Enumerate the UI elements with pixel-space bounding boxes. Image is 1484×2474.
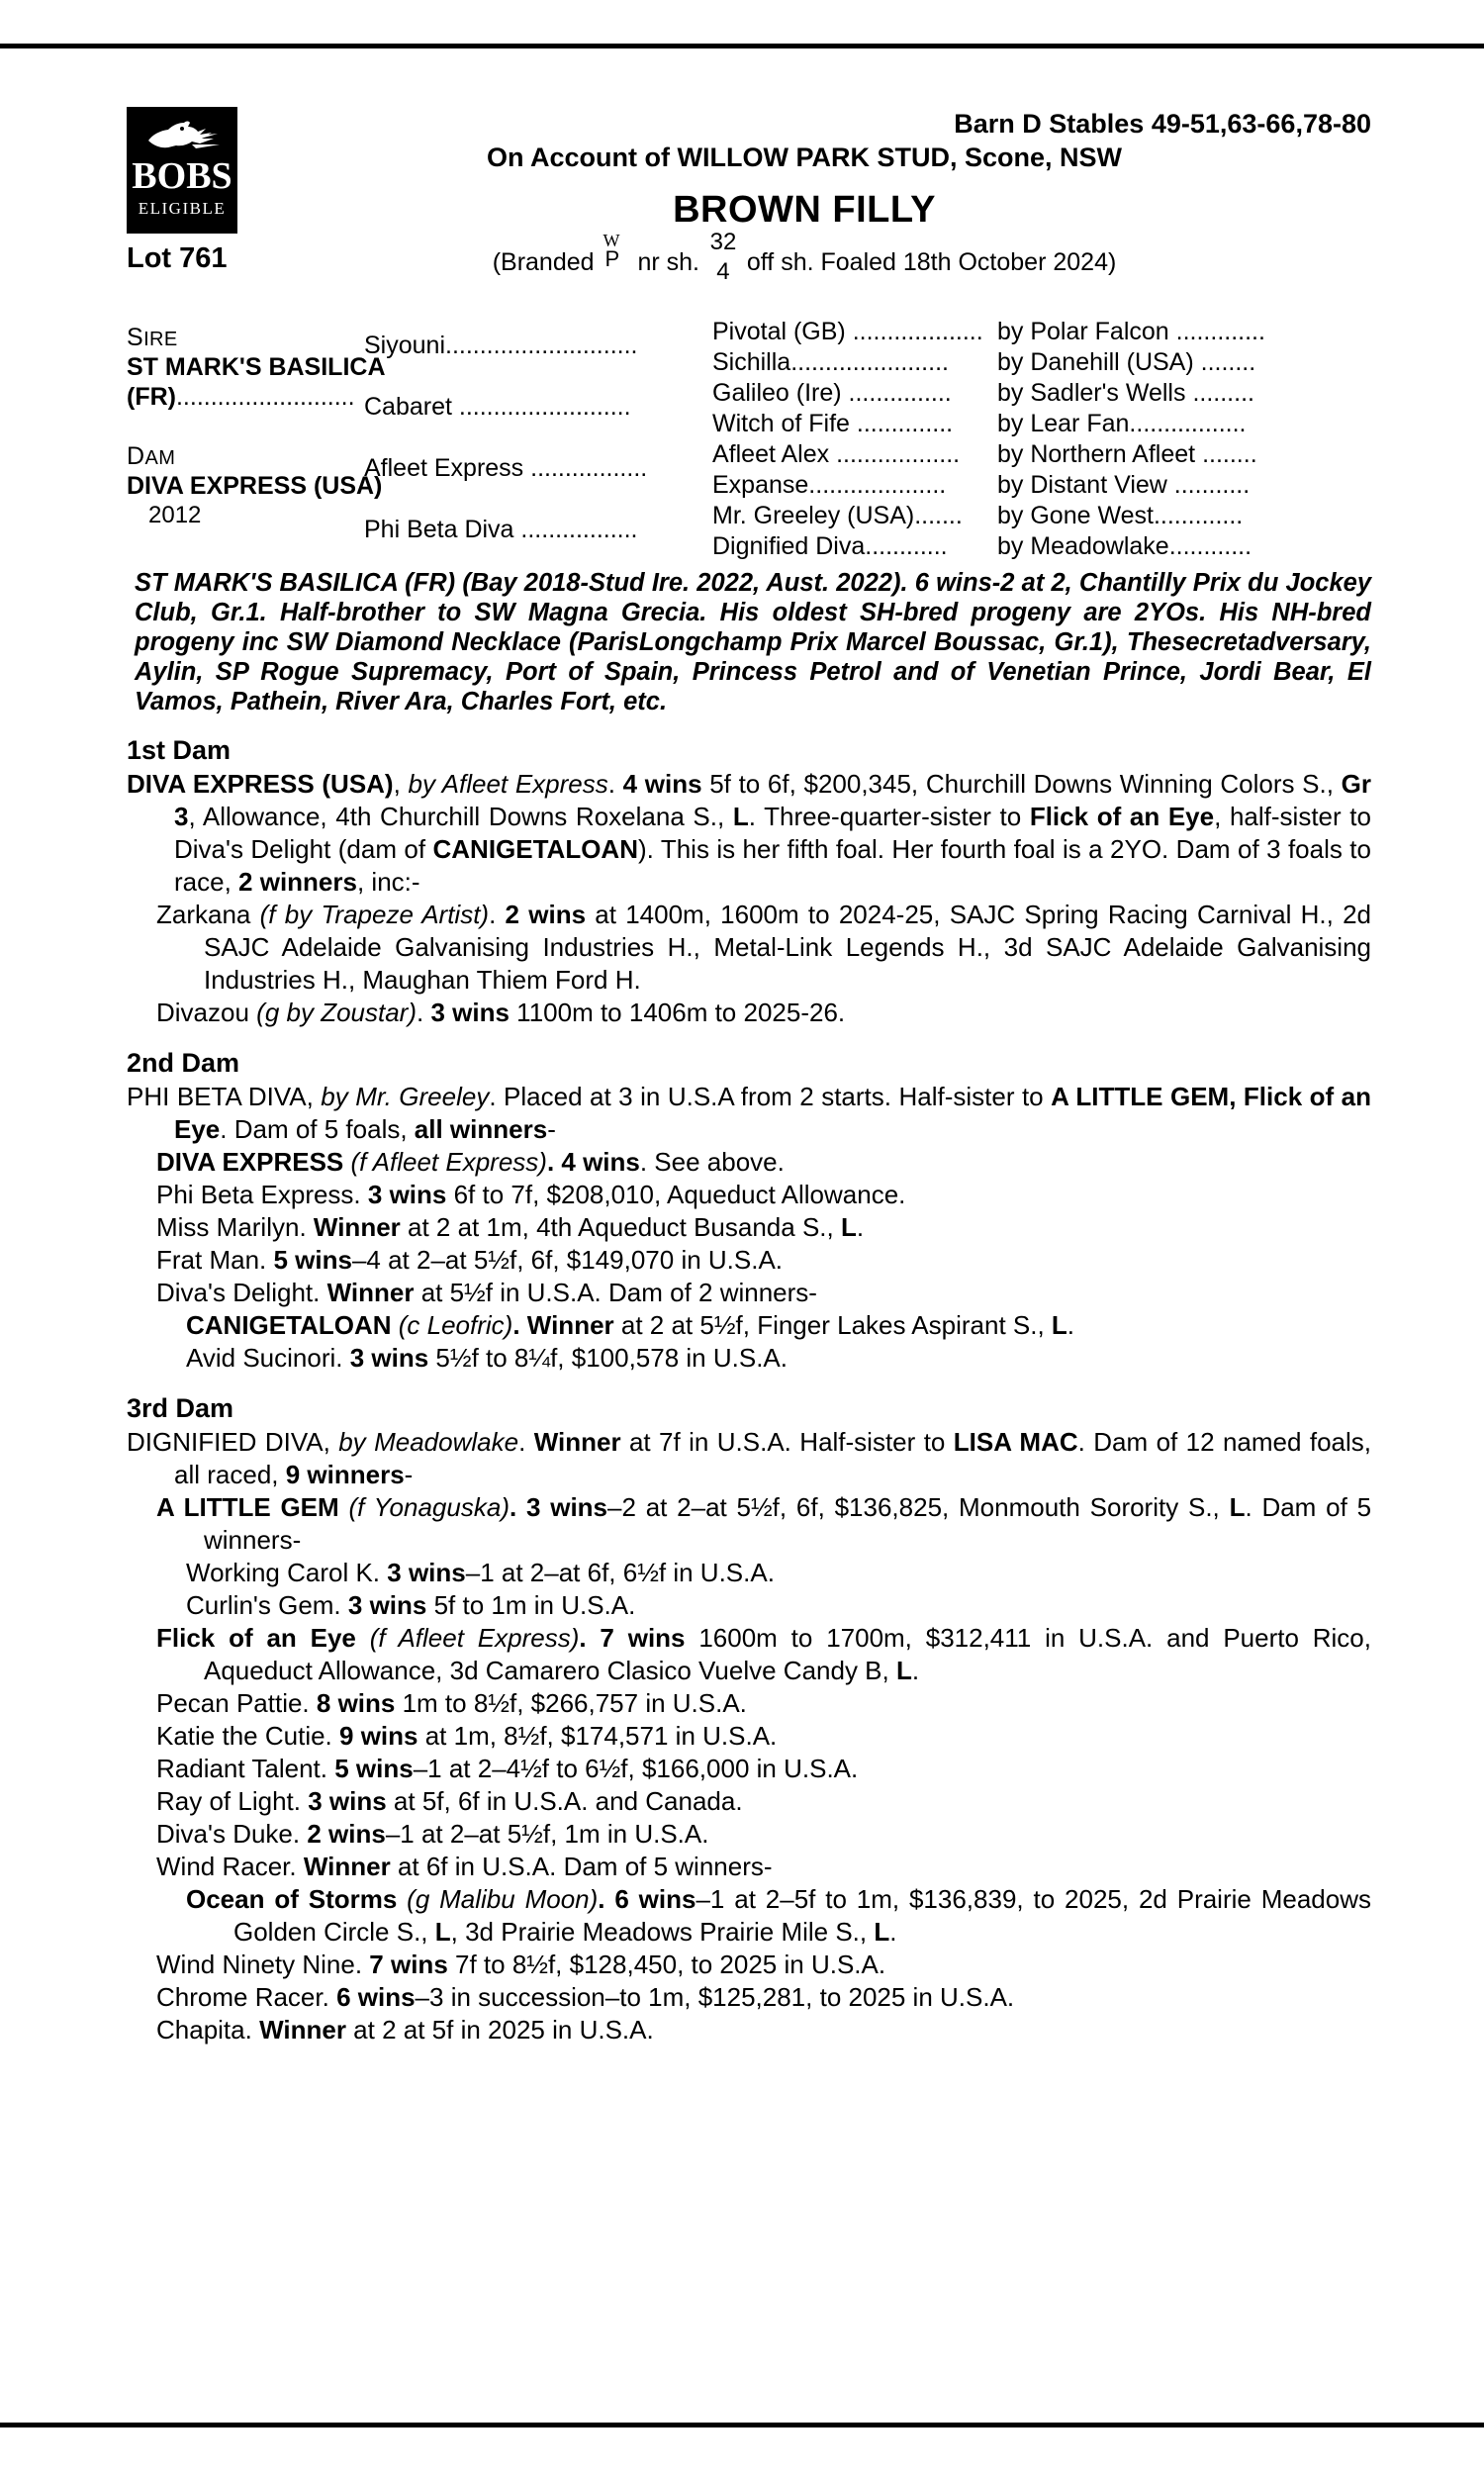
- third-dam-entry: Flick of an Eye (f Afleet Express). 7 wins 1600m to 1700m, $312,411 in U.S.A. and Puerto Rico, Aqueduct Allowance, 3d Camarero Clasico Vuelve Candy B, L.: [156, 1623, 1371, 1685]
- bobs-eligible-logo: [127, 107, 237, 234]
- pedigree-gen2-row: Afleet Express .................: [364, 454, 648, 482]
- pedigree-gen4-row: by Gone West.............: [997, 502, 1244, 529]
- pedigree-gen3-row: Sichilla.......................: [712, 348, 949, 376]
- branded-prefix: (Branded: [492, 248, 595, 276]
- bobs-eligible-label: ELIGIBLE: [138, 199, 227, 218]
- third-dam-entry: Ocean of Storms (g Malibu Moon). 6 wins–1 at 2–5f to 1m, $136,839, to 2025, 2d Prairie Meadows Golden Circle S., L, 3d Prairie Meadows Prairie Mile S., L.: [186, 1884, 1371, 1947]
- second-dam-entry: Miss Marilyn. Winner at 2 at 1m, 4th Aqueduct Busanda S., L.: [156, 1212, 865, 1242]
- second-dam-entry: DIVA EXPRESS (f Afleet Express). 4 wins. See above.: [156, 1147, 785, 1177]
- first-dam-heading: 1st Dam: [127, 735, 232, 765]
- third-dam-entry: Diva's Duke. 2 wins–1 at 2–at 5½f, 1m in U.S.A.: [156, 1819, 709, 1849]
- second-dam-entry: Frat Man. 5 wins–4 at 2–at 5½f, 6f, $149,070 in U.S.A.: [156, 1245, 784, 1275]
- branded-suffix: off sh. Foaled 18th October 2024): [746, 248, 1117, 276]
- second-dam-entry: Phi Beta Express. 3 wins 6f to 7f, $208,010, Aqueduct Allowance.: [156, 1180, 906, 1209]
- pedigree-gen4-row: by Lear Fan.................: [997, 410, 1247, 437]
- pedigree-gen3-row: Expanse....................: [712, 471, 947, 499]
- brand-number-stack: [706, 229, 740, 285]
- page-content: [127, 107, 1371, 2046]
- third-dam-entry: Wind Ninety Nine. 7 wins 7f to 8½f, $128,450, to 2025 in U.S.A.: [156, 1950, 886, 1979]
- brand-number-bottom: 4: [716, 258, 730, 285]
- third-dam-entry: A LITTLE GEM (f Yonaguska). 3 wins–2 at 2–at 5½f, 6f, $136,825, Monmouth Sorority S., L. Dam of 5 winners-: [156, 1492, 1372, 1555]
- brand-mark-symbol: [602, 231, 631, 274]
- dam-block: [127, 443, 382, 530]
- pedigree-gen3-row: Pivotal (GB) ...................: [712, 318, 983, 345]
- sire-block: [127, 325, 386, 412]
- third-dam-entry: Radiant Talent. 5 wins–1 at 2–4½f to 6½f, $166,000 in U.S.A.: [156, 1754, 859, 1783]
- first-dam-sire: by Afleet Express: [408, 769, 608, 799]
- sire-description-paragraph: ST MARK'S BASILICA (FR) (Bay 2018-Stud Ire. 2022, Aust. 2022). 6 wins-2 at 2, Chantilly Prix du Jockey Club, Gr.1. Half-brother to SW Magna Grecia. His oldest SH-bred progeny are 2YOs. His NH-bred progeny inc SW Diamond Necklace (ParisLongchamp Prix Marcel Boussac, Gr.1), Thesecretadversary, Aylin, SP Rogue Supremacy, Port of Spain, Princess Petrol and of Venetian Prince, Jordi Bear, El Vamos, Pathein, River Ara, Charles Fort, etc.: [135, 569, 1371, 715]
- pedigree-gen4-row: by Polar Falcon .............: [997, 318, 1265, 345]
- sire-label: SIRE: [127, 324, 178, 351]
- pedigree-gen2-row: Cabaret .........................: [364, 393, 631, 421]
- pedigree-gen3-row: Dignified Diva............: [712, 532, 948, 560]
- third-dam-name: DIGNIFIED DIVA,: [127, 1427, 330, 1457]
- brand-mark-bottom: P: [604, 246, 620, 271]
- bobs-wordmark: BOBS: [132, 155, 232, 197]
- top-rule: [0, 44, 1484, 48]
- branded-mid: nr sh.: [637, 248, 699, 276]
- pedigree-gen2-row: Phi Beta Diva .................: [364, 516, 638, 543]
- third-dam-entry: Katie the Cutie. 9 wins at 1m, 8½f, $174,571 in U.S.A.: [156, 1721, 778, 1751]
- third-dam-main-entry: DIGNIFIED DIVA, by Meadowlake. Winner at 7f in U.S.A. Half-sister to LISA MAC. Dam of 12 named foals, all raced, 9 winners-: [127, 1427, 1371, 1489]
- pedigree-gen4-row: by Danehill (USA) ........: [997, 348, 1256, 376]
- second-dam-entry: Diva's Delight. Winner at 5½f in U.S.A. Dam of 2 winners-: [156, 1278, 817, 1307]
- third-dam-entry: Chrome Racer. 6 wins–3 in succession–to 1m, $125,281, to 2025 in U.S.A.: [156, 1982, 1015, 2012]
- third-dam-entry: Pecan Pattie. 8 wins 1m to 8½f, $266,757 in U.S.A.: [156, 1688, 747, 1718]
- sire-name-line2: (FR)..........................: [127, 383, 355, 411]
- bottom-rule: [0, 2423, 1484, 2427]
- dam-year: 2012: [148, 502, 202, 528]
- pedigree-gen4-row: by Distant View ...........: [997, 471, 1251, 499]
- second-dam-entry: Avid Sucinori. 3 wins 5½f to 8¼f, $100,578 in U.S.A.: [186, 1343, 788, 1373]
- first-dam-main-entry: DIVA EXPRESS (USA), by Afleet Express. 4 wins 5f to 6f, $200,345, Churchill Downs Winning Colors S., Gr 3, Allowance, 4th Churchill Downs Roxelana S., L. Three-quarter-sister to Flick of an Eye, half-sister to Diva's Delight (dam of CANIGETALOAN). This is her fifth foal. Her fourth foal is a 2YO. Dam of 3 foals to race, 2 winners, inc:-: [127, 769, 1371, 897]
- first-dam-progeny: Divazou (g by Zoustar). 3 wins 1100m to 1406m to 2025-26.: [156, 998, 846, 1027]
- page-header: [127, 107, 1371, 305]
- third-dam-entry: Chapita. Winner at 2 at 5f in 2025 in U.S.A.: [156, 2015, 654, 2045]
- barn-stables-line: Barn D Stables 49-51,63-66,78-80: [954, 109, 1371, 139]
- pedigree-gen3-row: Witch of Fife ..............: [712, 410, 954, 437]
- lot-number: Lot 761: [127, 242, 228, 274]
- second-dam-name: PHI BETA DIVA,: [127, 1082, 314, 1111]
- third-dam-entry: Curlin's Gem. 3 wins 5f to 1m in U.S.A.: [186, 1590, 636, 1620]
- pedigree-gen4-row: by Meadowlake............: [997, 532, 1252, 560]
- second-dam-main-entry: PHI BETA DIVA, by Mr. Greeley. Placed at 3 in U.S.A from 2 starts. Half-sister to A LITTLE GEM, Flick of an Eye. Dam of 5 foals, all winners-: [127, 1082, 1371, 1144]
- third-dam-entry: Ray of Light. 3 wins at 5f, 6f in U.S.A. and Canada.: [156, 1786, 743, 1816]
- third-dam-entry: Working Carol K. 3 wins–1 at 2–at 6f, 6½f in U.S.A.: [186, 1558, 775, 1587]
- pedigree-gen3-row: Afleet Alex ..................: [712, 440, 961, 468]
- branded-line: [237, 229, 1371, 285]
- pedigree-gen2-row: Siyouni............................: [364, 332, 638, 359]
- third-dam-entry: Wind Racer. Winner at 6f in U.S.A. Dam of 5 winners-: [156, 1852, 773, 1881]
- first-dam-progeny: Zarkana (f by Trapeze Artist). 2 wins at 1400m, 1600m to 2024-25, SAJC Spring Racing Carnival H., 2d SAJC Adelaide Galvanising Industries H., Metal-Link Legends H., 3d SAJC Adelaide Galvanising Industries H., Maughan Thiem Ford H.: [156, 900, 1371, 995]
- pedigree-gen4-row: by Northern Afleet ........: [997, 440, 1257, 468]
- pedigree-gen3-row: Galileo (Ire) ...............: [712, 379, 952, 407]
- third-dam-heading: 3rd Dam: [127, 1393, 234, 1423]
- brand-number-top: 32: [709, 229, 737, 255]
- third-dam-sire: by Meadowlake: [329, 1427, 519, 1457]
- sire-name: ST MARK'S BASILICA: [127, 353, 386, 381]
- second-dam-heading: 2nd Dam: [127, 1048, 240, 1078]
- pedigree-gen3-row: Mr. Greeley (USA).......: [712, 502, 963, 529]
- dam-name: DIVA EXPRESS (USA): [127, 472, 383, 500]
- first-dam-name: DIVA EXPRESS (USA): [127, 769, 394, 799]
- pedigree-gen4-row: by Sadler's Wells .........: [997, 379, 1254, 407]
- first-dam-wins: 4 wins: [622, 769, 702, 799]
- second-dam-sire: by Mr. Greeley: [313, 1082, 490, 1111]
- pedigree-table: [127, 317, 1371, 562]
- horse-head-icon: [140, 115, 224, 158]
- brand-mark-top: W: [603, 231, 620, 250]
- on-account-of-line: On Account of WILLOW PARK STUD, Scone, NSW: [487, 143, 1122, 172]
- second-dam-entry: CANIGETALOAN (c Leofric). Winner at 2 at 5½f, Finger Lakes Aspirant S., L.: [186, 1310, 1075, 1340]
- page-title: BROWN FILLY: [673, 189, 936, 231]
- dam-label: DAM: [127, 442, 176, 470]
